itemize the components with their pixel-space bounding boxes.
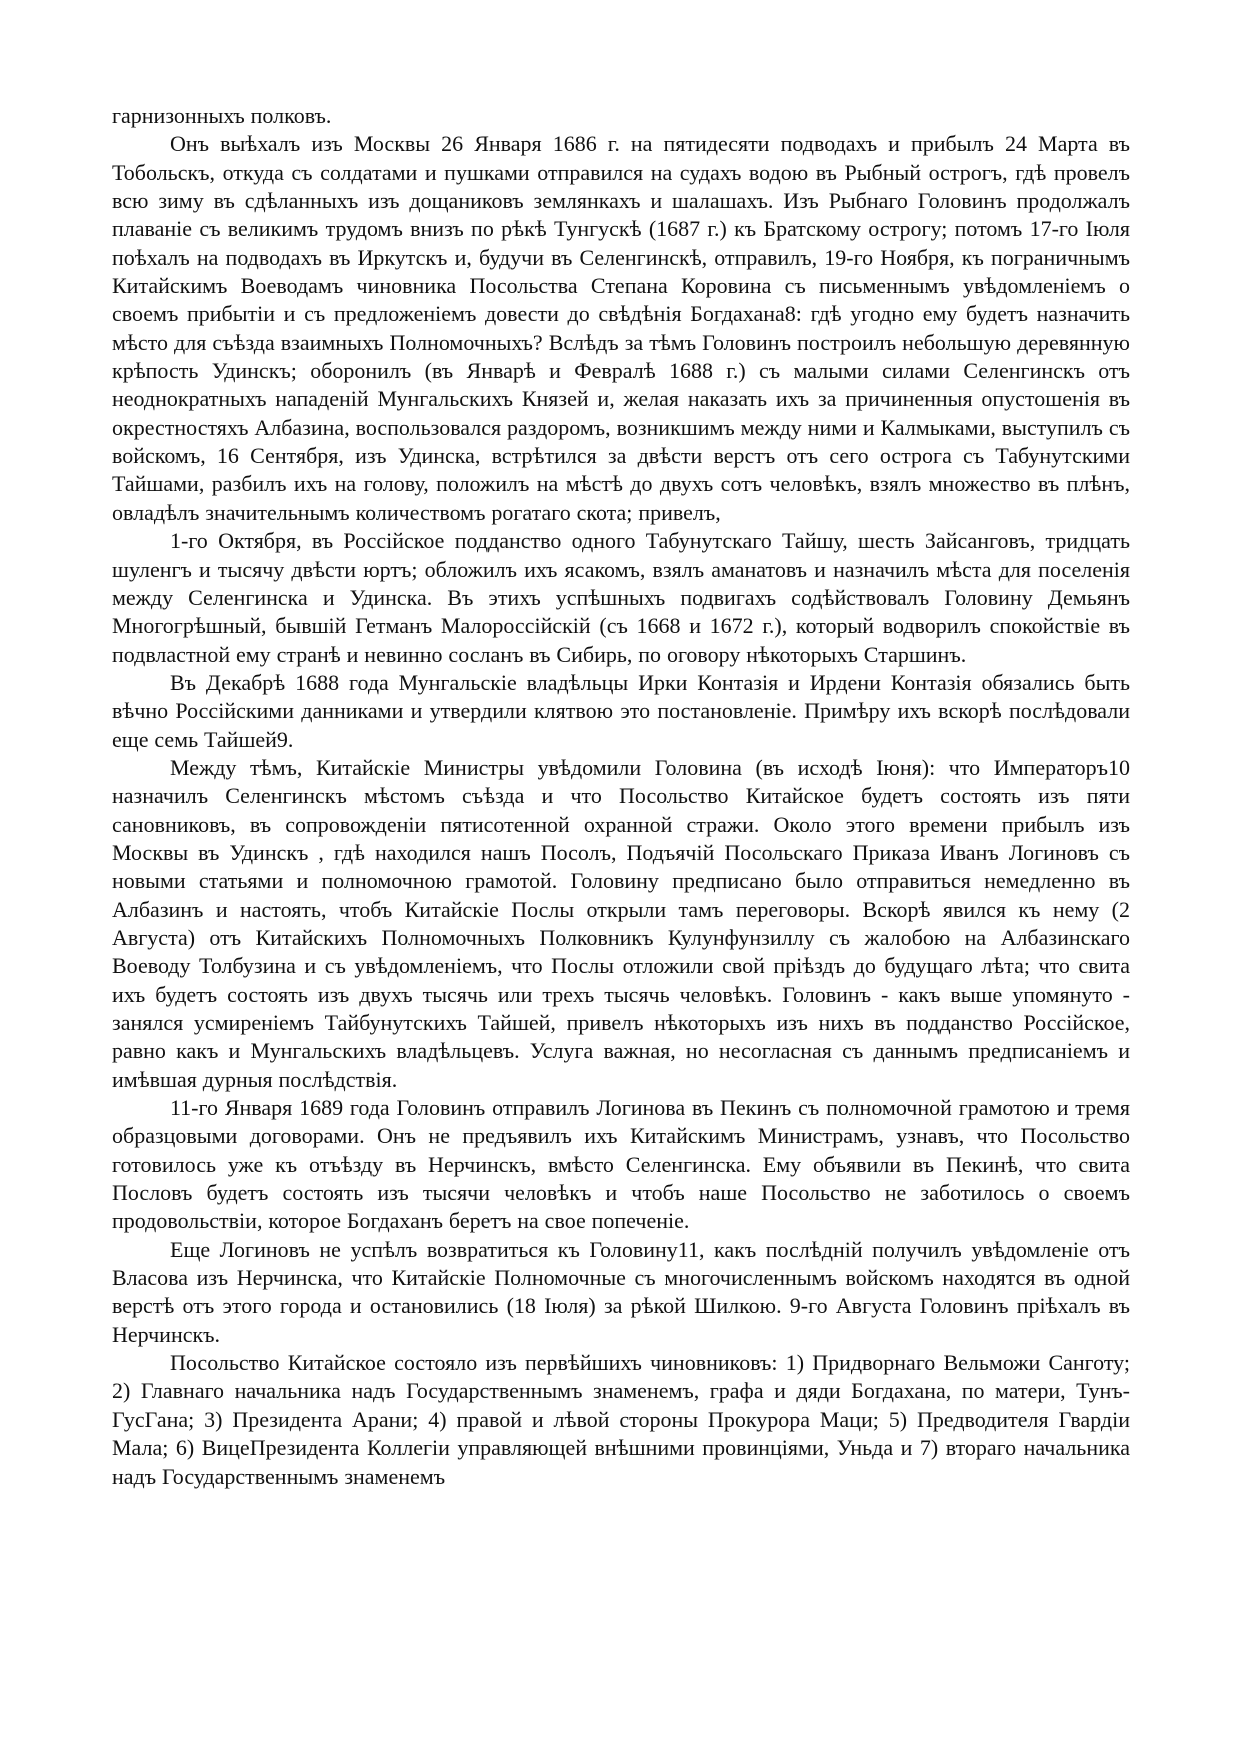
paragraph-arrival-nerchinsk: Еще Логиновъ не успѣлъ возвратиться къ Головину11, какъ послѣднiй получилъ увѣдомленiе отъ Власова изъ Нерчинска, что Китайскiе Полномочные съ многочисленнымъ войскомъ находятся въ одной верстѣ отъ этого города и остановились (18 Iюля) за рѣкой Шилкою. 9-го Августа Головинъ прiѣхалъ въ Нерчинскъ. [112, 1236, 1130, 1347]
paragraph-december-oath: Въ Декабрѣ 1688 года Мунгальскiе владѣльцы Ирки Контазiя и Ирдени Контазiя обязались быть вѣчно Россiйскими данниками и утвердили клятвою это постановленiе. Примѣру ихъ вскорѣ послѣдовали еще семь Тайшей9. [112, 669, 1130, 752]
paragraph-chinese-embassy-members: Посольство Китайское состояло изъ первѣйшихъ чиновниковъ: 1) Придворнаго Вельможи Санготу; 2) Главнаго начальника надъ Государственнымъ знаменемъ, графа и дяди Богдахана, по матери, Тунъ-ГусГана; 3) Президента Арани; 4) правой и лѣвой стороны Прокурора Маци; 5) Предводителя Гвардiи Мала; 6) ВицеПрезидента Коллегiи управляющей внѣшними провинцiями, Уньда и 7) втораго начальника надъ Государственнымъ знаменемъ [112, 1350, 1130, 1489]
paragraph-loginov-to-peking: 11-го Января 1689 года Головинъ отправилъ Логинова въ Пекинъ съ полномочной грамотою и тремя образцовыми договорами. Онъ не предъявилъ ихъ Китайскимъ Министрамъ, узнавъ, что Посольство готовилось уже къ отъѣзду въ Нерчинскъ, вмѣсто Селенгинска. Ему объявили въ Пекинѣ, что свита Пословъ будетъ состоять изъ тысячи человѣкъ и чтобъ наше Посольство не заботилось о своемъ продовольствiи, которое Богдаханъ беретъ на свое попеченiе. [112, 1095, 1130, 1234]
paragraph-chinese-ministers: Между тѣмъ, Китайскiе Министры увѣдомили Головина (въ исходѣ Iюня): что Императоръ10 назначилъ Селенгинскъ мѣстомъ съѣзда и что Посольство Китайское будетъ состоять изъ пяти сановниковъ, въ сопровожденiи пятисотенной охранной стражи. Около этого времени прибылъ изъ Москвы въ Удинскъ , гдѣ находился нашъ Посолъ, Подъячiй Посольскаго Приказа Иванъ Логиновъ съ новыми статьями и полномочною грамотой. Головину предписано было отправиться немедленно въ Албазинъ и настоять, чтобъ Китайскiе Послы открыли тамъ переговоры. Вскорѣ явился къ нему (2 Августа) отъ Китайскихъ Полномочныхъ Полковникъ Кулунфунзиллу съ жалобою на Албазинскаго Воеводу Толбузина и съ увѣдомленiемъ, что Послы отложили свой прiѣздъ до будущаго лѣта; что свита ихъ будетъ состоять изъ двухъ тысячь или трехъ тысячь человѣкъ. Головинъ - какъ выше упомянуто - занялся усмиренiемъ Тайбунутскихъ Тайшей, привелъ нѣкоторыхъ изъ нихъ въ подданство Россiйское, равно какъ и Мунгальскихъ владѣльцевъ. Услуга важная, но несогласная съ даннымъ предписанiемъ и имѣвшая дурныя послѣдствiя. [112, 754, 1130, 1092]
paragraph-october-subjugation: 1-го Октября, въ Россiйское подданство одного Табунутскаго Тайшу, шесть Зайсанговъ, тридцать шуленгъ и тысячу двѣсти юртъ; обложилъ ихъ ясакомъ, взялъ аманатовъ и назначилъ мѣста для поселенiя между Селенгинска и Удинска. Въ этихъ успѣшныхъ подвигахъ содѣйствовалъ Головину Демьянъ Многогрѣшный, бывшiй Гетманъ Малороссiйскiй (съ 1668 и 1672 г.), который водворилъ спокойствiе въ подвластной ему странѣ и невинно сосланъ въ Сибирь, по оговору нѣкоторыхъ Старшинъ. [112, 528, 1130, 667]
document-page [112, 102, 1130, 1491]
paragraph-continuation: гарнизонныхъ полковъ. [112, 103, 332, 128]
paragraph-departure-from-moscow: Онъ выѣхалъ изъ Москвы 26 Января 1686 г. на пятидесяти подводахъ и прибылъ 24 Марта въ Тобольскъ, откуда съ солдатами и пушками отправился на судахъ водою въ Рыбный острогъ, гдѣ провелъ всю зиму въ сдѣланныхъ изъ дощаниковъ землянкахъ и шалашахъ. Изъ Рыбнаго Головинъ продолжалъ плаванiе съ великимъ трудомъ внизъ по рѣкѣ Тунгускѣ (1687 г.) къ Братскому острогу; потомъ 17-го Iюля поѣхалъ на подводахъ въ Иркутскъ и, будучи въ Селенгинскѣ, отправилъ, 19-го Ноября, къ пограничнымъ Китайскимъ Воеводамъ чиновника Посольства Степана Коровина съ письменнымъ увѣдомленiемъ о своемъ прибытiи и съ предложенiемъ довести до свѣдѣнiя Богдахана8: гдѣ угодно ему будетъ назначить мѣсто для съѣзда взаимныхъ Полномочныхъ? Вслѣдъ за тѣмъ Головинъ построилъ небольшую деревянную крѣпость Удинскъ; оборонилъ (въ Январѣ и Февралѣ 1688 г.) съ малыми силами Селенгинскъ отъ неоднократныхъ нападенiй Мунгальскихъ Князей и, желая наказать ихъ за причиненныя опустошенiя въ окрестностяхъ Албазина, воспользовался раздоромъ, возникшимъ между ними и Калмыками, выступилъ съ войскомъ, 16 Сентября, изъ Удинска, встрѣтился за двѣсти верстъ отъ сего острога съ Табунутскими Тайшами, разбилъ ихъ на голову, положилъ на мѣстѣ до двухъ сотъ человѣкъ, взялъ множество въ плѣнъ, овладѣлъ значительнымъ количествомъ рогатаго скота; привелъ, [112, 131, 1130, 525]
